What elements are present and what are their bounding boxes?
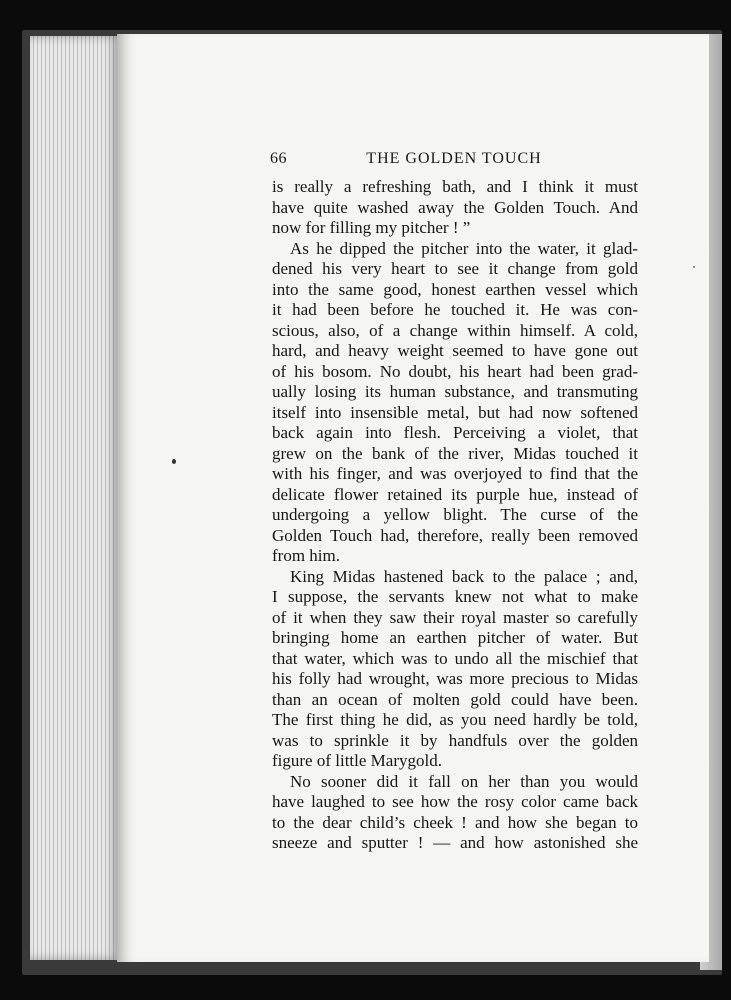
text-line: into the same good, honest earthen vessel which (272, 279, 638, 299)
text-line: now for filling my pitcher ! ” (272, 218, 471, 237)
ink-speck (693, 266, 695, 268)
text-line: back again into flesh. Perceiving a violet, that (272, 423, 638, 442)
ink-speck (172, 459, 176, 464)
body-text (272, 177, 638, 854)
text-line: undergoing a yellow blight. The curse of the (272, 505, 638, 524)
text-line: with his finger, and was overjoyed to find that the (272, 464, 638, 483)
text-line: sneeze and sputter ! — and how astonished she (272, 833, 638, 852)
page-edges (30, 36, 120, 960)
text-line: grew on the bank of the river, Midas touched it (272, 443, 638, 463)
text-line: from him. (272, 546, 340, 565)
text-line: of it when they saw their royal master so carefully (272, 607, 638, 627)
text-line: King Midas hastened back to the palace ; and, (290, 566, 638, 586)
text-line: delicate flower retained its purple hue, instead of (272, 484, 638, 504)
page-header (270, 150, 638, 174)
text-line: his folly had wrought, was more precious to Midas (272, 669, 638, 688)
text-line: ually losing its human substance, and transmuting (272, 382, 638, 401)
page-number: 66 (270, 150, 287, 167)
running-title: THE GOLDEN TOUCH (366, 150, 542, 167)
text-line: As he dipped the pitcher into the water, it glad- (290, 238, 638, 258)
text-line: have quite washed away the Golden Touch. And (272, 197, 638, 217)
text-line: hard, and heavy weight seemed to have gone out (272, 341, 638, 360)
text-line: to the dear child’s cheek ! and how she began to (272, 812, 638, 832)
text-line: of his bosom. No doubt, his heart had been grad- (272, 361, 638, 381)
text-line: it had been before he touched it. He was con- (272, 300, 638, 319)
text-line: bringing home an earthen pitcher of water. But (272, 628, 638, 647)
text-line: figure of little Marygold. (272, 751, 442, 770)
text-line: No sooner did it fall on her than you would (290, 771, 638, 791)
text-line: than an ocean of molten gold could have been. (272, 689, 638, 709)
text-line: itself into insensible metal, but had now softened (272, 402, 638, 422)
text-line: have laughed to see how the rosy color came back (272, 792, 638, 811)
text-line: I suppose, the servants knew not what to make (272, 587, 638, 606)
text-line: is really a refreshing bath, and I think it must (272, 177, 638, 196)
text-line: scious, also, of a change within himself. A cold, (272, 320, 638, 340)
text-line: Golden Touch had, therefore, really been removed (272, 525, 638, 545)
text-line: that water, which was to undo all the mischief that (272, 648, 638, 668)
text-line: The first thing he did, as you need hardly be told, (272, 710, 638, 729)
text-line: was to sprinkle it by handfuls over the golden (272, 730, 638, 750)
text-line: dened his very heart to see it change from gold (272, 259, 638, 278)
